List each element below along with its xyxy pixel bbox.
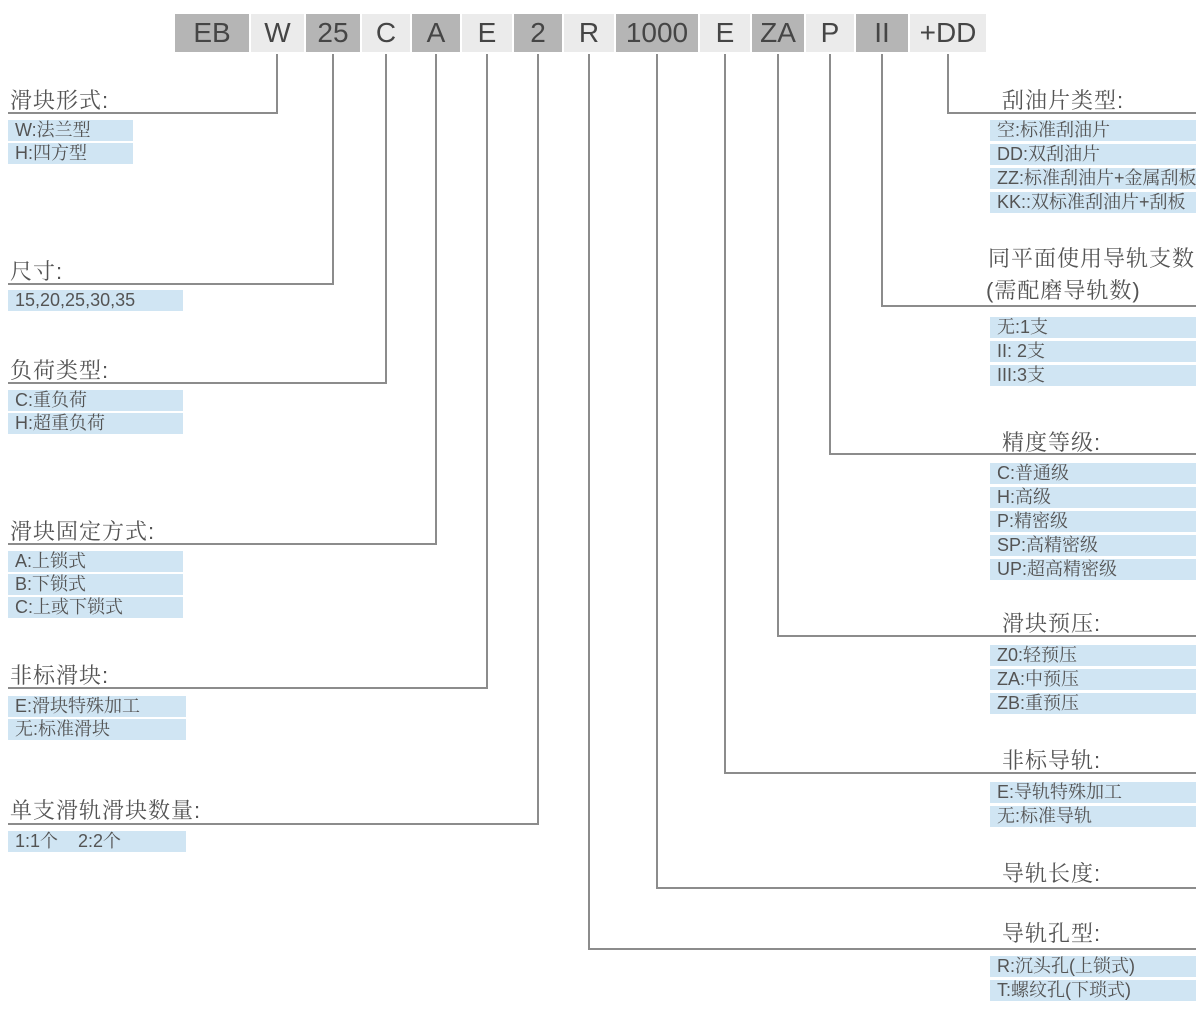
label-rail-hole-type: 导轨孔型: xyxy=(1002,921,1102,946)
options-slider-form xyxy=(8,120,133,166)
code-segment-wiper: +DD xyxy=(910,14,986,52)
underline-rail-hole-type xyxy=(588,948,1196,950)
underline-preload xyxy=(777,635,1196,637)
options-size xyxy=(8,290,183,313)
option-row: C:上或下锁式 xyxy=(8,597,183,618)
options-rail-hole-type xyxy=(990,956,1196,1004)
options-preload xyxy=(990,645,1196,717)
underline-nonstandard-rail xyxy=(724,772,1196,774)
underline-rail-length xyxy=(656,887,1196,889)
option-row: H:高级 xyxy=(990,487,1196,508)
option-row: Z0:轻预压 xyxy=(990,645,1196,666)
code-segment-count: 2 xyxy=(514,14,562,52)
options-rails-same-plane xyxy=(990,317,1196,389)
options-accuracy-grade xyxy=(990,463,1196,583)
label-load-type: 负荷类型: xyxy=(10,358,110,383)
code-segment-size: 25 xyxy=(306,14,360,52)
code-segment-rails-count: II xyxy=(856,14,908,52)
option-row: ZZ:标准刮油片+金属刮板 xyxy=(990,168,1196,189)
option-row: R:沉头孔(上锁式) xyxy=(990,956,1196,977)
option-row: ZB:重预压 xyxy=(990,693,1196,714)
connector-line-rail-hole-type xyxy=(588,54,590,950)
option-row: C:重负荷 xyxy=(8,390,183,411)
option-row: DD:双刮油片 xyxy=(990,144,1196,165)
option-row: SP:高精密级 xyxy=(990,535,1196,556)
label-rail-length: 导轨长度: xyxy=(1002,861,1102,886)
connector-line-nonstandard-rail xyxy=(724,54,726,774)
label-sliders-per-rail: 单支滑轨滑块数量: xyxy=(10,798,202,823)
label-rails-same-plane-2: (需配磨导轨数) xyxy=(986,278,1141,303)
label-accuracy-grade: 精度等级: xyxy=(1002,430,1102,455)
options-slider-fixing xyxy=(8,551,183,620)
code-segment-series: EB xyxy=(175,14,249,52)
option-row: H:超重负荷 xyxy=(8,413,183,434)
connector-line-slider-fixing xyxy=(435,54,437,545)
option-row: 1:1个 2:2个 xyxy=(8,831,186,852)
option-row: KK::双标准刮油片+刮板 xyxy=(990,192,1196,213)
connector-line-wiper-type xyxy=(947,54,949,114)
label-nonstandard-rail: 非标导轨: xyxy=(1002,748,1102,773)
option-row: H:四方型 xyxy=(8,143,133,164)
option-row: 无:标准导轨 xyxy=(990,806,1196,827)
option-row: II: 2支 xyxy=(990,341,1196,362)
underline-rails-same-plane xyxy=(881,305,1196,307)
label-nonstandard-slider: 非标滑块: xyxy=(10,663,110,688)
option-row: C:普通级 xyxy=(990,463,1196,484)
code-segment-accuracy: P xyxy=(806,14,854,52)
option-row: 空:标准刮油片 xyxy=(990,120,1196,141)
code-segment-slider-form: W xyxy=(251,14,304,52)
label-slider-fixing: 滑块固定方式: xyxy=(10,519,156,544)
connector-line-size xyxy=(332,54,334,285)
option-row: 无:1支 xyxy=(990,317,1196,338)
options-load-type xyxy=(8,390,183,436)
option-row: 无:标准滑块 xyxy=(8,719,186,740)
options-nonstandard-rail xyxy=(990,782,1196,830)
option-row: III:3支 xyxy=(990,365,1196,386)
option-row: 15,20,25,30,35 xyxy=(8,290,183,311)
option-row: A:上锁式 xyxy=(8,551,183,572)
code-segment-load: C xyxy=(362,14,410,52)
label-rails-same-plane: 同平面使用导轨支数 xyxy=(988,246,1196,271)
connector-line-sliders-per-rail xyxy=(537,54,539,825)
code-segment-preload: ZA xyxy=(752,14,804,52)
connector-line-slider-form xyxy=(276,54,278,114)
option-row: P:精密级 xyxy=(990,511,1196,532)
code-segment-nonstd-rail: E xyxy=(700,14,750,52)
option-row: UP:超高精密级 xyxy=(990,559,1196,580)
options-sliders-per-rail xyxy=(8,831,186,854)
connector-line-accuracy-grade xyxy=(829,54,831,455)
option-row: ZA:中预压 xyxy=(990,669,1196,690)
option-row: T:螺纹孔(下琐式) xyxy=(990,980,1196,1001)
option-row: E:导轨特殊加工 xyxy=(990,782,1196,803)
label-preload: 滑块预压: xyxy=(1002,611,1102,636)
code-segment-nonstd-slider: E xyxy=(462,14,512,52)
code-segment-hole-type: R xyxy=(564,14,614,52)
connector-line-load-type xyxy=(385,54,387,384)
options-nonstandard-slider xyxy=(8,696,186,742)
option-row: E:滑块特殊加工 xyxy=(8,696,186,717)
connector-line-rails-same-plane xyxy=(881,54,883,307)
label-size: 尺寸: xyxy=(10,259,64,284)
model-code-bar xyxy=(175,14,986,52)
connector-line-nonstandard-slider xyxy=(486,54,488,689)
options-wiper-type xyxy=(990,120,1196,216)
label-wiper-type: 刮油片类型: xyxy=(1002,88,1125,113)
code-segment-length: 1000 xyxy=(616,14,698,52)
connector-line-preload xyxy=(777,54,779,637)
option-row: W:法兰型 xyxy=(8,120,133,141)
connector-line-rail-length xyxy=(656,54,658,889)
code-segment-fixing: A xyxy=(412,14,460,52)
label-slider-form: 滑块形式: xyxy=(10,88,110,113)
option-row: B:下锁式 xyxy=(8,574,183,595)
